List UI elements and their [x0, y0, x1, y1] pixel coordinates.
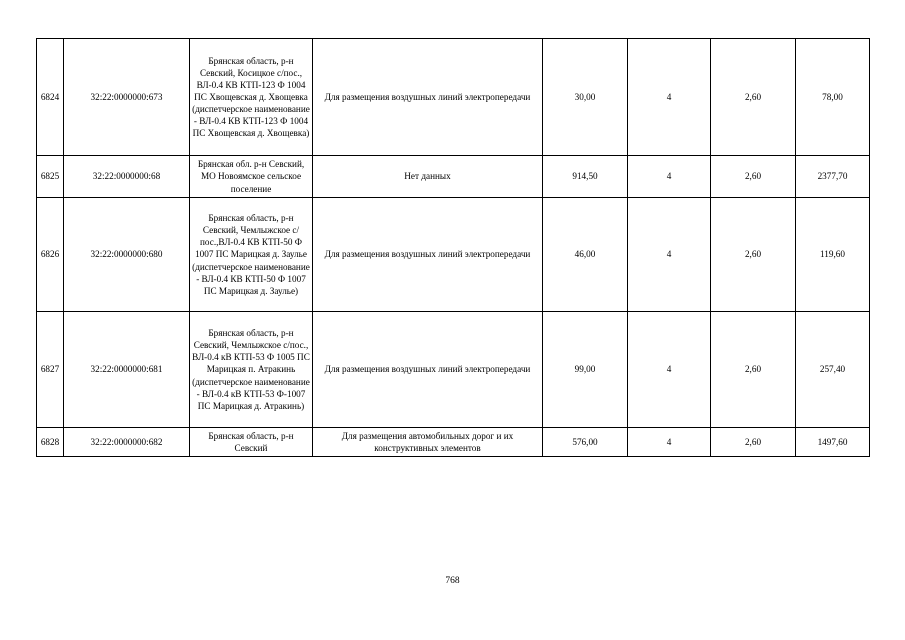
purpose-cell: Для размещения воздушных линий электропередачи: [313, 312, 543, 428]
cadastral-number: 32:22:0000000:68: [64, 156, 190, 198]
group-cell: 4: [628, 428, 711, 457]
cadastral-number: 32:22:0000000:680: [64, 198, 190, 312]
table-row: [37, 198, 870, 312]
address-cell: Брянская область, р-н Севский, Косицкое с/пос., ВЛ-0.4 КВ КТП-123 Ф 1004 ПС Хвощевская д. Хвощевка (диспетчерское наименование - ВЛ-0.4 КВ КТП-123 Ф 1004 ПС Хвощевская д. Хвощевка): [190, 39, 313, 156]
page-number: 768: [445, 576, 460, 586]
cadastral-number: 32:22:0000000:682: [64, 428, 190, 457]
value-cell: 1497,60: [796, 428, 870, 457]
cadastral-number: 32:22:0000000:681: [64, 312, 190, 428]
group-cell: 4: [628, 39, 711, 156]
area-cell: 99,00: [543, 312, 628, 428]
address-cell: Брянская область, р-н Севский: [190, 428, 313, 457]
value-cell: 119,60: [796, 198, 870, 312]
area-cell: 30,00: [543, 39, 628, 156]
row-number: 6824: [37, 39, 64, 156]
table-row: [37, 156, 870, 198]
table-body: [37, 39, 870, 457]
cadastral-number: 32:22:0000000:673: [64, 39, 190, 156]
land-registry-table: [36, 38, 870, 457]
group-cell: 4: [628, 198, 711, 312]
rate-cell: 2,60: [711, 428, 796, 457]
row-number: 6828: [37, 428, 64, 457]
row-number: 6825: [37, 156, 64, 198]
purpose-cell: Для размещения автомобильных дорог и их конструктивных элементов: [313, 428, 543, 457]
address-cell: Брянская обл. р-н Севский, МО Новоямское сельское поселение: [190, 156, 313, 198]
rate-cell: 2,60: [711, 198, 796, 312]
row-number: 6826: [37, 198, 64, 312]
group-cell: 4: [628, 312, 711, 428]
row-number: 6827: [37, 312, 64, 428]
address-cell: Брянская область, р-н Севский, Чемлыжское с/пос.,ВЛ-0.4 КВ КТП-50 Ф 1007 ПС Марицкая д. Заулье (диспетчерское наименование - ВЛ-0.4 КВ КТП-50 Ф 1007 ПС Марицкая д. Заулье): [190, 198, 313, 312]
table-row: [37, 39, 870, 156]
address-cell: Брянская область, р-н Севский, Чемлыжское с/пос., ВЛ-0.4 кВ КТП-53 Ф 1005 ПС Марицкая п. Атракинь (диспетчерское наименование - ВЛ-0.4 кВ КТП-53 Ф-1007 ПС Марицкая д. Атракинь): [190, 312, 313, 428]
purpose-cell: Для размещения воздушных линий электропередачи: [313, 198, 543, 312]
area-cell: 914,50: [543, 156, 628, 198]
rate-cell: 2,60: [711, 312, 796, 428]
value-cell: 78,00: [796, 39, 870, 156]
table-row: [37, 312, 870, 428]
group-cell: 4: [628, 156, 711, 198]
purpose-cell: Нет данных: [313, 156, 543, 198]
area-cell: 576,00: [543, 428, 628, 457]
purpose-cell: Для размещения воздушных линий электропередачи: [313, 39, 543, 156]
rate-cell: 2,60: [711, 39, 796, 156]
area-cell: 46,00: [543, 198, 628, 312]
value-cell: 2377,70: [796, 156, 870, 198]
rate-cell: 2,60: [711, 156, 796, 198]
table-row: [37, 428, 870, 457]
value-cell: 257,40: [796, 312, 870, 428]
